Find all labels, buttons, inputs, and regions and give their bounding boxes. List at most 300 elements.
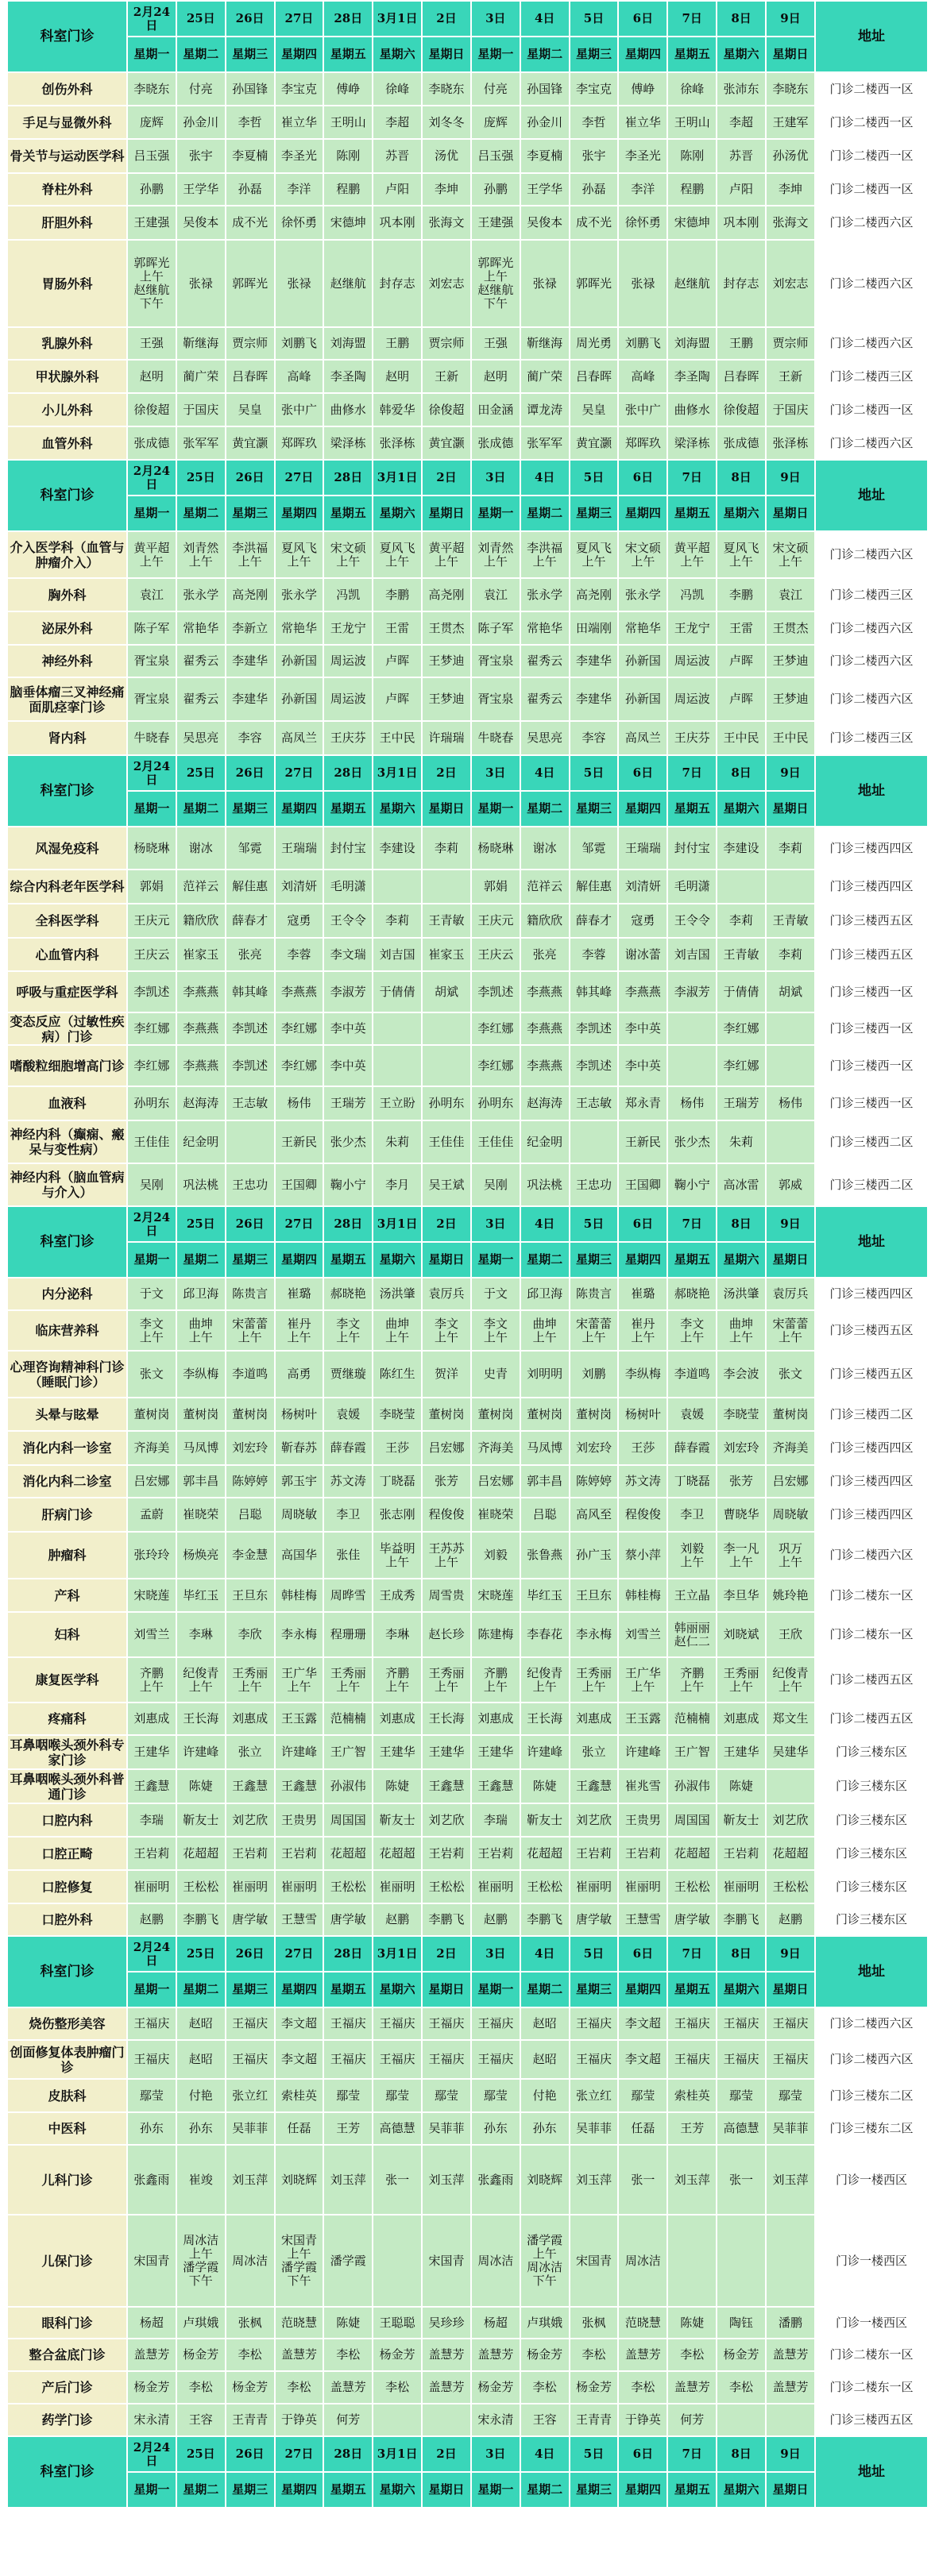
department-name: 眼科门诊	[7, 2307, 127, 2339]
doctor-cell: 齐鹏 上午	[127, 1657, 176, 1703]
doctor-cell: 孙明东	[422, 1086, 471, 1120]
doctor-cell: 吕宏娜	[127, 1465, 176, 1498]
doctor-cell: 陈红生	[373, 1351, 422, 1398]
weekday-header-cell: 星期日	[422, 1242, 471, 1278]
doctor-cell: 吕聪	[520, 1498, 570, 1532]
doctor-cell: 郭玉宇	[275, 1465, 324, 1498]
department-name: 胃肠外科	[7, 240, 127, 327]
doctor-cell: 王秀丽 上午	[323, 1657, 373, 1703]
weekday-header-cell: 星期四	[275, 496, 324, 531]
doctor-cell	[717, 870, 766, 904]
doctor-cell: 刘艺欣	[226, 1803, 275, 1837]
doctor-cell: 李建设	[717, 827, 766, 870]
doctor-cell: 张文	[127, 1351, 176, 1398]
doctor-cell: 袁厉兵	[766, 1278, 815, 1310]
doctor-cell: 王明山	[323, 106, 373, 139]
weekday-header-cell: 星期一	[127, 2472, 176, 2508]
department-row	[7, 2145, 928, 2215]
doctor-cell: 王岩莉	[127, 1837, 176, 1870]
weekday-header-cell: 星期四	[275, 1972, 324, 2007]
doctor-cell: 毕益明 上午	[373, 1532, 422, 1579]
doctor-cell: 高尧刚	[422, 578, 471, 611]
doctor-cell: 盖慧芳	[471, 2339, 520, 2371]
doctor-cell: 吕宏娜	[471, 1465, 520, 1498]
date-header-cell: 27日	[275, 755, 324, 791]
doctor-cell	[373, 870, 422, 904]
doctor-cell: 卢阳	[717, 173, 766, 206]
doctor-cell: 常艳华	[618, 611, 667, 645]
doctor-cell: 李红娜	[275, 1045, 324, 1086]
doctor-cell: 王福庆	[127, 2040, 176, 2079]
weekday-header-cell: 星期六	[717, 1972, 766, 2007]
doctor-cell: 封存志	[373, 240, 422, 327]
doctor-cell: 王强	[471, 327, 520, 360]
doctor-cell: 梁泽栋	[667, 426, 717, 460]
doctor-cell: 徐俊超	[422, 393, 471, 426]
doctor-cell: 薛春才	[570, 904, 619, 938]
doctor-cell: 赵海涛	[520, 1086, 570, 1120]
doctor-cell: 李莉	[766, 938, 815, 971]
doctor-cell: 王鹏	[717, 327, 766, 360]
doctor-cell: 成不光	[570, 206, 619, 240]
doctor-cell: 夏风飞 上午	[275, 531, 324, 578]
doctor-cell: 张成德	[471, 426, 520, 460]
doctor-cell: 赵昭	[176, 2007, 226, 2040]
doctor-cell: 崔丽明	[127, 1870, 176, 1903]
department-row	[7, 1657, 928, 1703]
header-date-row	[7, 1206, 928, 1242]
date-header-cell: 3月1日	[373, 2436, 422, 2472]
weekday-header-cell: 星期日	[766, 37, 815, 72]
department-row	[7, 393, 928, 426]
doctor-cell: 李松	[570, 2339, 619, 2371]
doctor-cell: 董树岗	[570, 1398, 619, 1431]
doctor-cell: 周运波	[667, 645, 717, 677]
doctor-cell: 贾宗师	[766, 327, 815, 360]
address-cell: 门诊三楼西五区	[815, 1310, 928, 1351]
doctor-cell: 刘毅 上午	[667, 1532, 717, 1579]
doctor-cell: 吴刚	[471, 1163, 520, 1206]
department-row	[7, 2007, 928, 2040]
address-cell: 门诊三楼东区	[815, 1803, 928, 1837]
doctor-cell: 李中英	[618, 1045, 667, 1086]
doctor-cell: 张军军	[520, 426, 570, 460]
weekday-header-cell: 星期四	[275, 791, 324, 827]
address-cell: 门诊二楼西六区	[815, 1532, 928, 1579]
department-row	[7, 1769, 928, 1803]
department-name: 神经内科（脑血管病与介入）	[7, 1163, 127, 1206]
address-cell: 门诊二楼西六区	[815, 611, 928, 645]
doctor-cell: 贾宗师	[422, 327, 471, 360]
doctor-cell: 王福庆	[422, 2040, 471, 2079]
header-weekday-row	[7, 791, 928, 827]
doctor-cell: 赵长珍	[422, 1612, 471, 1657]
doctor-cell: 李松	[226, 2339, 275, 2371]
doctor-cell: 范楠楠	[323, 1703, 373, 1735]
date-header-cell: 4日	[520, 1936, 570, 1972]
doctor-cell: 杨树叶	[275, 1398, 324, 1431]
doctor-cell: 李月	[373, 1163, 422, 1206]
doctor-cell: 刘艺欣	[766, 1803, 815, 1837]
doctor-cell: 张一	[618, 2145, 667, 2215]
doctor-cell: 李宝克	[275, 72, 324, 106]
weekday-header-cell: 星期六	[717, 496, 766, 531]
address-cell: 门诊三楼东二区	[815, 2112, 928, 2145]
weekday-header-cell: 星期二	[176, 791, 226, 827]
doctor-cell: 刘鹏飞	[275, 327, 324, 360]
doctor-cell: 杨金芳	[127, 2371, 176, 2404]
doctor-cell: 王岩莉	[275, 1837, 324, 1870]
doctor-cell: 李文超	[618, 2040, 667, 2079]
doctor-cell: 宋晓莲	[471, 1579, 520, 1612]
doctor-cell: 许建峰	[275, 1735, 324, 1769]
weekday-header-cell: 星期二	[520, 496, 570, 531]
doctor-cell: 靳友士	[373, 1803, 422, 1837]
doctor-cell: 崔璐	[618, 1278, 667, 1310]
date-header-cell: 7日	[667, 1, 717, 37]
doctor-cell: 鄢莹	[323, 2079, 373, 2112]
date-header-cell: 3月1日	[373, 1206, 422, 1242]
address-cell: 门诊三楼东区	[815, 1769, 928, 1803]
department-name: 儿保门诊	[7, 2215, 127, 2307]
doctor-cell: 周冰洁 上午 潘学霞 下午	[176, 2215, 226, 2307]
doctor-cell: 李瑞	[471, 1803, 520, 1837]
header-date-row	[7, 755, 928, 791]
doctor-cell: 崔丽明	[471, 1870, 520, 1903]
department-row	[7, 721, 928, 755]
doctor-cell: 崔晓荣	[471, 1498, 520, 1532]
address-cell: 门诊三楼东区	[815, 1870, 928, 1903]
doctor-cell	[766, 1769, 815, 1803]
doctor-cell: 王梦迪	[766, 645, 815, 677]
date-header-cell: 27日	[275, 1, 324, 37]
doctor-cell: 李文超	[275, 2007, 324, 2040]
department-name: 肿瘤科	[7, 1532, 127, 1579]
address-cell: 门诊三楼西五区	[815, 904, 928, 938]
doctor-cell: 王鹏	[373, 327, 422, 360]
address-cell: 门诊二楼西一区	[815, 72, 928, 106]
doctor-cell: 韩爱华	[373, 393, 422, 426]
doctor-cell: 赵明	[373, 360, 422, 393]
address-cell: 门诊二楼西一区	[815, 173, 928, 206]
date-header-cell: 2日	[422, 755, 471, 791]
doctor-cell: 王福庆	[717, 2040, 766, 2079]
department-name: 疼痛科	[7, 1703, 127, 1735]
doctor-cell	[667, 1012, 717, 1045]
doctor-cell: 汤洪肇	[373, 1278, 422, 1310]
doctor-cell: 邹霓	[570, 827, 619, 870]
department-name: 血管外科	[7, 426, 127, 460]
address-cell: 门诊二楼西三区	[815, 721, 928, 755]
address-cell: 门诊二楼西一区	[815, 393, 928, 426]
doctor-cell: 于铮英	[275, 2404, 324, 2436]
department-row	[7, 327, 928, 360]
doctor-cell: 崔兆雪	[618, 1769, 667, 1803]
doctor-cell: 高尧刚	[226, 578, 275, 611]
doctor-cell: 王国卿	[275, 1163, 324, 1206]
weekday-header-cell: 星期四	[618, 1972, 667, 2007]
doctor-cell: 邱卫海	[176, 1278, 226, 1310]
doctor-cell: 苏文涛	[618, 1465, 667, 1498]
doctor-cell: 纪俊青 上午	[766, 1657, 815, 1703]
doctor-cell: 李金慧	[226, 1532, 275, 1579]
doctor-cell: 杨金芳	[717, 2339, 766, 2371]
doctor-cell: 李中英	[323, 1045, 373, 1086]
doctor-cell: 王广华 上午	[275, 1657, 324, 1703]
doctor-cell: 巩本刚	[717, 206, 766, 240]
department-row	[7, 870, 928, 904]
doctor-cell: 宋德坤	[323, 206, 373, 240]
weekday-header-cell: 星期一	[471, 791, 520, 827]
doctor-cell: 郭娟	[471, 870, 520, 904]
doctor-cell: 李燕燕	[520, 1012, 570, 1045]
doctor-cell: 李建华	[570, 677, 619, 721]
date-header-cell: 2月24日	[127, 755, 176, 791]
date-header-cell: 6日	[618, 2436, 667, 2472]
doctor-cell: 于国庆	[176, 393, 226, 426]
date-header-cell: 28日	[323, 1936, 373, 1972]
doctor-cell: 赵昭	[520, 2040, 570, 2079]
doctor-cell: 谢冰蕾	[618, 938, 667, 971]
doctor-cell: 王庆芬	[667, 721, 717, 755]
doctor-cell: 陈贵言	[226, 1278, 275, 1310]
weekday-header-cell: 星期四	[618, 496, 667, 531]
doctor-cell: 曲坤 上午	[717, 1310, 766, 1351]
doctor-cell: 李蓉	[570, 938, 619, 971]
doctor-cell: 盖慧芳	[323, 2371, 373, 2404]
doctor-cell: 崔丽明	[618, 1870, 667, 1903]
weekday-header-cell: 星期三	[570, 1972, 619, 2007]
department-row	[7, 1431, 928, 1465]
doctor-cell: 张枫	[570, 2307, 619, 2339]
department-name: 脑垂体瘤三叉神经痛 面肌痉挛门诊	[7, 677, 127, 721]
doctor-cell: 徐峰	[667, 72, 717, 106]
doctor-cell: 王松松	[422, 1870, 471, 1903]
doctor-cell: 王岩莉	[471, 1837, 520, 1870]
department-row	[7, 1465, 928, 1498]
doctor-cell: 李卫	[323, 1498, 373, 1532]
doctor-cell: 刘惠成	[471, 1703, 520, 1735]
date-header-cell: 5日	[570, 460, 619, 496]
doctor-cell: 刘惠成	[570, 1703, 619, 1735]
doctor-cell: 王建华	[717, 1735, 766, 1769]
address-cell: 门诊二楼西六区	[815, 677, 928, 721]
date-header-cell: 8日	[717, 1206, 766, 1242]
doctor-cell: 周运波	[323, 645, 373, 677]
doctor-cell: 刘清妍	[618, 870, 667, 904]
doctor-cell: 孙新国	[275, 645, 324, 677]
doctor-cell: 曲坤 上午	[373, 1310, 422, 1351]
date-header-cell: 7日	[667, 755, 717, 791]
doctor-cell: 王福庆	[373, 2040, 422, 2079]
doctor-cell: 籍欣欣	[520, 904, 570, 938]
doctor-cell: 王建华	[422, 1735, 471, 1769]
doctor-cell: 曲坤 上午	[176, 1310, 226, 1351]
doctor-cell: 王广智	[323, 1735, 373, 1769]
header-weekday-row	[7, 1242, 928, 1278]
department-name: 神经外科	[7, 645, 127, 677]
address-cell: 门诊一楼西区	[815, 2145, 928, 2215]
department-row	[7, 1870, 928, 1903]
doctor-cell: 张鲁燕	[520, 1532, 570, 1579]
weekday-header-cell: 星期日	[766, 1972, 815, 2007]
doctor-cell: 王岩莉	[226, 1837, 275, 1870]
address-cell: 门诊二楼西一区	[815, 106, 928, 139]
doctor-cell: 高德慧	[373, 2112, 422, 2145]
doctor-cell: 王聪聪	[373, 2307, 422, 2339]
doctor-cell	[667, 2215, 717, 2307]
doctor-cell: 谢冰	[176, 827, 226, 870]
department-row	[7, 240, 928, 327]
date-header-cell: 28日	[323, 755, 373, 791]
doctor-cell: 李文 上午	[127, 1310, 176, 1351]
doctor-cell: 张文	[766, 1351, 815, 1398]
doctor-cell: 袁厉兵	[422, 1278, 471, 1310]
department-row	[7, 611, 928, 645]
department-name: 创面修复体表肿瘤门诊	[7, 2040, 127, 2079]
department-name: 耳鼻咽喉头颈外科专家门诊	[7, 1735, 127, 1769]
doctor-cell: 王中民	[766, 721, 815, 755]
doctor-cell: 周雪贵	[422, 1579, 471, 1612]
doctor-cell: 刘清妍	[275, 870, 324, 904]
doctor-cell: 杨树叶	[618, 1398, 667, 1431]
date-header-cell: 3月1日	[373, 1, 422, 37]
weekday-header-cell: 星期三	[570, 1242, 619, 1278]
doctor-cell: 贾继璇	[323, 1351, 373, 1398]
doctor-cell: 鄢莹	[618, 2079, 667, 2112]
doctor-cell: 齐鹏 上午	[667, 1657, 717, 1703]
department-name: 消化内科一诊室	[7, 1431, 127, 1465]
weekday-header-cell: 星期六	[373, 1242, 422, 1278]
doctor-cell: 董树岗	[422, 1398, 471, 1431]
doctor-cell: 李红娜	[275, 1012, 324, 1045]
doctor-cell: 刘惠成	[717, 1703, 766, 1735]
weekday-header-cell: 星期日	[766, 2472, 815, 2508]
doctor-cell: 鄢莹	[717, 2079, 766, 2112]
date-header-cell: 25日	[176, 1936, 226, 1972]
department-row	[7, 106, 928, 139]
doctor-cell: 吴俊本	[520, 206, 570, 240]
doctor-cell: 王贯杰	[766, 611, 815, 645]
doctor-cell: 王中民	[373, 721, 422, 755]
date-header-cell: 4日	[520, 755, 570, 791]
doctor-cell: 陶钰	[717, 2307, 766, 2339]
doctor-cell: 毕红玉	[520, 1579, 570, 1612]
doctor-cell: 卢晖	[373, 677, 422, 721]
doctor-cell: 任磊	[618, 2112, 667, 2145]
doctor-cell: 孙金川	[176, 106, 226, 139]
doctor-cell: 孙淑伟	[323, 1769, 373, 1803]
doctor-cell: 张禄	[176, 240, 226, 327]
doctor-cell: 周冰洁	[618, 2215, 667, 2307]
doctor-cell: 张玲玲	[127, 1532, 176, 1579]
doctor-cell: 赵鹏	[127, 1903, 176, 1936]
address-cell: 门诊二楼西六区	[815, 645, 928, 677]
doctor-cell: 张海文	[766, 206, 815, 240]
address-cell: 门诊三楼西一区	[815, 971, 928, 1012]
department-row	[7, 938, 928, 971]
weekday-header-cell: 星期日	[422, 1972, 471, 2007]
department-name: 烧伤整形美容	[7, 2007, 127, 2040]
department-row	[7, 1498, 928, 1532]
doctor-cell: 盖慧芳	[275, 2339, 324, 2371]
weekday-header-cell: 星期一	[471, 37, 520, 72]
weekday-header-cell: 星期六	[717, 2472, 766, 2508]
doctor-cell: 薛春才	[226, 904, 275, 938]
weekday-header-cell: 星期二	[520, 791, 570, 827]
doctor-cell: 鄢莹	[422, 2079, 471, 2112]
doctor-cell: 郑晖玖	[618, 426, 667, 460]
date-header-cell: 7日	[667, 2436, 717, 2472]
doctor-cell: 李哲	[570, 106, 619, 139]
doctor-cell: 王雷	[717, 611, 766, 645]
doctor-cell: 郭丰昌	[176, 1465, 226, 1498]
doctor-cell: 崔丹 上午	[275, 1310, 324, 1351]
date-header-cell: 25日	[176, 460, 226, 496]
weekday-header-cell: 星期一	[127, 791, 176, 827]
doctor-cell: 孙东	[127, 2112, 176, 2145]
date-header-cell: 26日	[226, 1, 275, 37]
department-row	[7, 1012, 928, 1045]
doctor-cell: 李文超	[275, 2040, 324, 2079]
weekday-header-cell: 星期二	[176, 2472, 226, 2508]
doctor-cell: 王雷	[373, 611, 422, 645]
header-date-row	[7, 2436, 928, 2472]
doctor-cell: 高风至	[570, 1498, 619, 1532]
department-name: 药学门诊	[7, 2404, 127, 2436]
doctor-cell: 张禄	[618, 240, 667, 327]
doctor-cell: 张宇	[176, 139, 226, 173]
doctor-cell: 李容	[226, 721, 275, 755]
address-cell: 门诊二楼西一区	[815, 139, 928, 173]
doctor-cell: 宋文硕 上午	[766, 531, 815, 578]
doctor-cell: 李洋	[618, 173, 667, 206]
doctor-cell: 李松	[667, 2339, 717, 2371]
doctor-cell: 刘玉萍	[226, 2145, 275, 2215]
header-title-cell: 科室门诊	[7, 460, 127, 531]
doctor-cell: 袁江	[766, 578, 815, 611]
doctor-cell: 张永学	[275, 578, 324, 611]
header-date-row	[7, 1936, 928, 1972]
weekday-header-cell: 星期三	[570, 496, 619, 531]
weekday-header-cell: 星期六	[373, 791, 422, 827]
address-header-cell: 地址	[815, 460, 928, 531]
department-row	[7, 1086, 928, 1120]
weekday-header-cell: 星期三	[226, 1972, 275, 2007]
doctor-cell: 周国国	[667, 1803, 717, 1837]
doctor-cell: 周冰洁	[226, 2215, 275, 2307]
date-header-cell: 2日	[422, 2436, 471, 2472]
doctor-cell: 贺洋	[422, 1351, 471, 1398]
doctor-cell: 赵昭	[176, 2040, 226, 2079]
doctor-cell: 刘青然 上午	[176, 531, 226, 578]
doctor-cell: 曹晓华	[717, 1498, 766, 1532]
doctor-cell: 赵明	[471, 360, 520, 393]
date-header-cell: 3日	[471, 1936, 520, 1972]
doctor-cell: 索桂英	[275, 2079, 324, 2112]
doctor-cell: 孙汤优	[766, 139, 815, 173]
weekday-header-cell: 星期四	[275, 37, 324, 72]
department-name: 康复医学科	[7, 1657, 127, 1703]
date-header-cell: 6日	[618, 1, 667, 37]
weekday-header-cell: 星期五	[323, 1242, 373, 1278]
weekday-header-cell: 星期日	[422, 37, 471, 72]
doctor-cell: 黄平超 上午	[422, 531, 471, 578]
doctor-cell: 潘鹏	[766, 2307, 815, 2339]
doctor-cell: 周运波	[323, 677, 373, 721]
doctor-cell: 靳友士	[176, 1803, 226, 1837]
doctor-cell: 王福庆	[570, 2007, 619, 2040]
